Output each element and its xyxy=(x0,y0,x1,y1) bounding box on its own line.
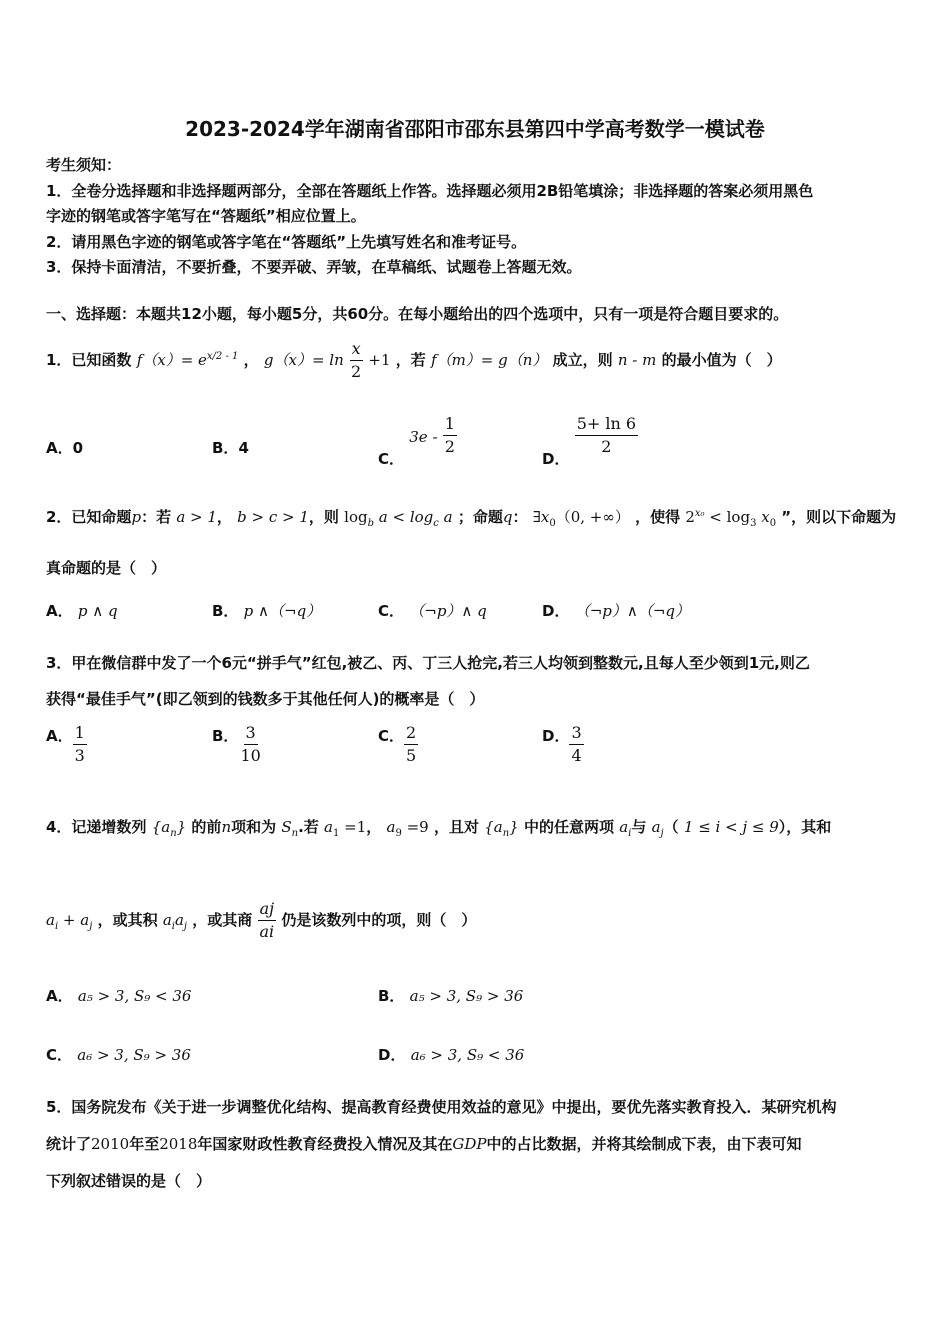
q1-option-c[interactable]: C． 3e - $\frac{1}{2}$ xyxy=(378,414,455,468)
notice-item-3: 3．保持卡面清洁，不要折叠，不要弄破、弄皱，在草稿纸、试题卷上答题无效。 xyxy=(46,258,582,276)
notice-item-1b: 字迹的钢笔或答字笔写在“答题纸”相应位置上。 xyxy=(46,207,366,225)
question-3-line1: 3．甲在微信群中发了一个6元“拼手气”红包,被乙、丙、丁三人抢完,若三人均领到整数元,且每人至少领到1元,则乙 xyxy=(46,654,810,672)
notice-item-1a: 1．全卷分选择题和非选择题两部分，全部在答题纸上作答。选择题必须用2B铅笔填涂；非选择题的答案必须用黑色 xyxy=(46,182,814,200)
question-3-line2: 获得“最佳手气”(即乙领到的钱数多于其他任何人)的概率是（ ） xyxy=(46,690,485,708)
q4-option-d[interactable]: D． a₆ > 3, S₉ < 36 xyxy=(378,1046,525,1064)
page-title: 2023-2024学年湖南省邵阳市邵东县第四中学高考数学一模试卷 xyxy=(185,117,765,141)
question-4-stem: 4．记递增数列 $\{a_n\}$ 的前n项和为 $S_n$.若 $a_1 =1$， $a_9 =9$ ，且对 $\{a_n\}$ 中的任意两项 $a_i$与 $a_j$（ 1 ≤ i < j ≤ 9），其和 xyxy=(46,818,832,839)
question-5-line1: 5．国务院发布《关于进一步调整优化结构、提高教育经费使用效益的意见》中提出，要优先落实教育投入．某研究机构 xyxy=(46,1098,837,1116)
q2-option-b[interactable]: B． p ∧（¬q） xyxy=(212,602,322,620)
question-2-stem-cont: 真命题的是（ ） xyxy=(46,559,167,577)
q2-option-a[interactable]: A． p ∧ q xyxy=(46,602,118,620)
q3-option-a[interactable]: A． $\frac{1}{3}$ xyxy=(46,723,85,765)
q2-option-c[interactable]: C． （¬p）∧ q xyxy=(378,602,487,620)
q2-option-d[interactable]: D． （¬p）∧（¬q） xyxy=(542,602,691,620)
q4-option-a[interactable]: A． a₅ > 3, S₉ < 36 xyxy=(46,987,192,1005)
notice-item-2: 2．请用黑色字迹的钢笔或答字笔在“答题纸”上先填写姓名和准考证号。 xyxy=(46,233,527,251)
exponent: x/2 - 1 xyxy=(206,351,239,362)
question-5-line3: 下列叙述错误的是（ ） xyxy=(46,1172,212,1190)
fraction: $\frac{x}{2}$ xyxy=(350,339,362,381)
q4-option-c[interactable]: C． a₆ > 3, S₉ > 36 xyxy=(46,1046,191,1064)
q1-option-d[interactable]: D． $\frac{5+ \ln 6}{2}$ xyxy=(542,414,637,468)
q1-option-a[interactable]: A．0 xyxy=(46,439,84,457)
question-4-stem-cont: $a_i + a_j$ ，或其积 $a_ia_j$ ，或其商 $\frac{aj}{ai}$ 仍是该数列中的项，则（ ） xyxy=(46,899,477,941)
question-1-stem: 1．已知函数 $f(x)= e^{x/2 - 1}$ ， g（x）= ln $\frac{x}{2}$ +1 ，若 f（m）= g（n） 成立，则 n - m 的最小值为（ ） xyxy=(46,339,782,381)
q3-option-c[interactable]: C． $\frac{2}{5}$ xyxy=(378,723,417,765)
q3-option-d[interactable]: D． $\frac{3}{4}$ xyxy=(542,723,582,765)
q3-option-b[interactable]: B． $\frac{3}{10}$ xyxy=(212,723,261,765)
question-2-stem: 2．已知命题p：若 a > 1， b > c > 1，则 $\log_b a < \log_c a$ ；命题q： $\exists x_0(0$, +∞） ，使得 $2^{x_0} < \log_3 x_0$ ”，则以下命题为 xyxy=(46,508,897,529)
q1-option-b[interactable]: B．4 xyxy=(212,439,249,457)
notice-heading: 考生须知： xyxy=(46,156,122,174)
section-heading: 一、选择题：本题共12小题，每小题5分，共60分。在每小题给出的四个选项中，只有一项是符合题目要求的。 xyxy=(46,305,789,323)
question-5-line2: 统计了2010年至2018年国家财政性教育经费投入情况及其在GDP中的占比数据，并将其绘制成下表，由下表可知 xyxy=(46,1135,802,1153)
q4-option-b[interactable]: B． a₅ > 3, S₉ > 36 xyxy=(378,987,524,1005)
